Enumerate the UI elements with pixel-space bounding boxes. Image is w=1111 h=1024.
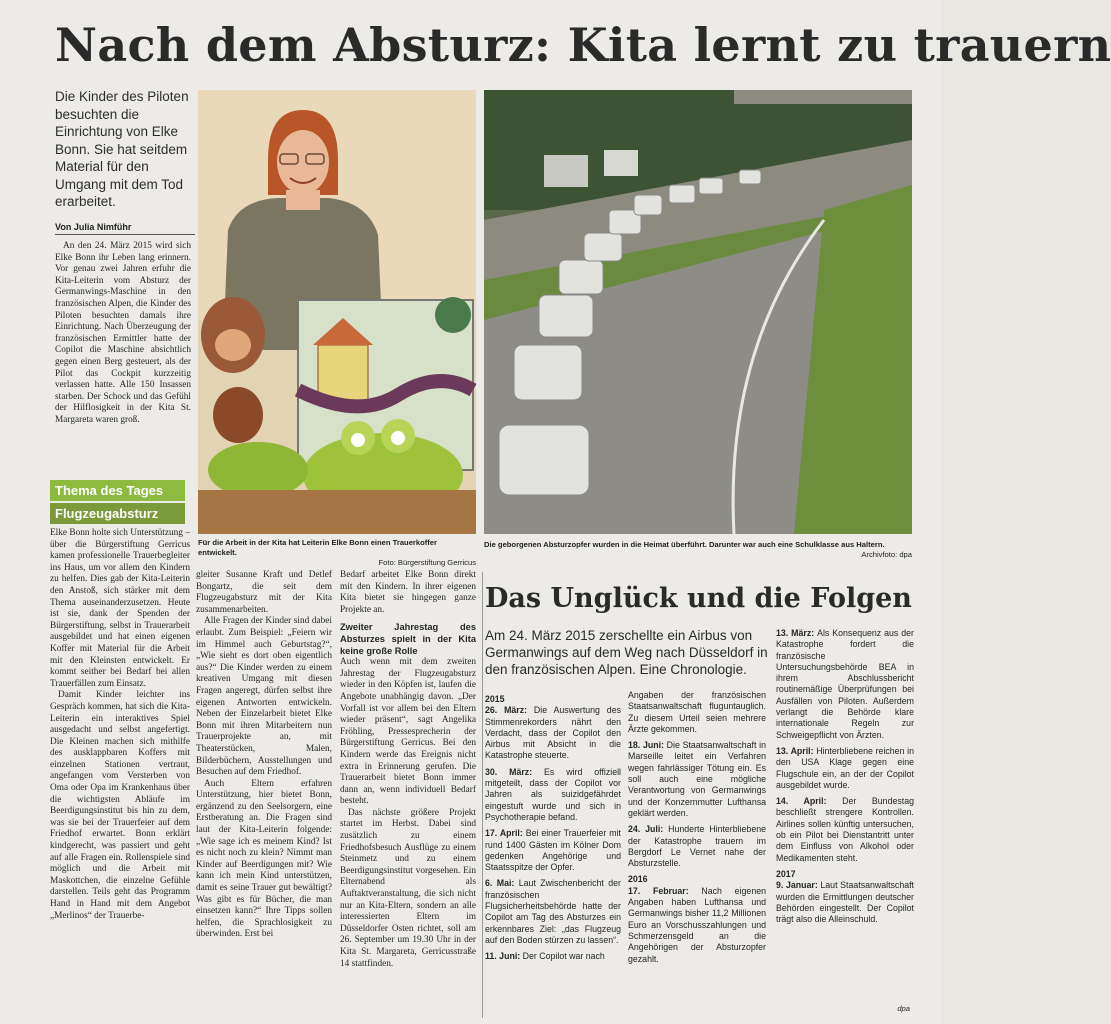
chronology-date: 13. April:	[776, 745, 817, 756]
chronology-date: 17. Februar:	[628, 885, 702, 896]
paragraph: Damit Kinder leichter ins Gespräch kommen, hat sich die Kita-Leiterin ein interaktives Spiel ausgedacht und selbst angefertigt. Die Kleinen machen sich mithilfe des ausklappbaren Koffers mit einzelnen Stationen vertraut, angefangen vom Versterben von Oma oder Opa im Krankenhaus über die wichtigsten Abläufe im Beerdigungsinstitut bis hin zu dem, was sie bei der Trauerfeier auf dem Friedhof erwartet. Bonn erklärt kindgerecht, was passiert und geht auf alle Fragen ein. Rollenspiele sind möglich und die Arbeit mit Maskottchen, die einzelne Gefühle darstellen. Teils geht das Programm Hand in Hand mit dem Angebot „Merlinos“ der Trauerbe-	[50, 690, 190, 921]
chronology-credit: dpa	[897, 1004, 910, 1013]
photo2-caption: Die geborgenen Absturzopfer wurden in die Heimat überführt. Darunter war auch eine Schulklasse aus Haltern.	[484, 540, 885, 549]
article-column-1b	[50, 528, 190, 1018]
paragraph: Alle Fragen der Kinder sind dabei erlaubt. Zum Beispiel: „Feiern wir im Himmel auch Geburtstag?“, „Wie sieht es dort oben eigentlich aus?“ Die Kinder werden zu einem kreativen Umgang mit diesen Fragen angeregt, dürfen selbst ihre eigenen Antworten entwickeln. Neben der Einzelarbeit bietet Elke Bonn mit ihren Mitarbeitern nun Trauerprojekte an, mit Theaterstücken, Malen, Bilderbüchern, Ausstellungen und Besuchen auf dem Friedhof.	[196, 616, 332, 778]
chronology-entry	[628, 740, 766, 819]
chronology-entry	[485, 767, 621, 823]
paragraph: Auch Eltern erfahren Unterstützung, hier bietet Bonn, ergänzend zu den Seelsorgern, eine Erstberatung an. Die Fragen sind laut der Kita-Leiterin folgende: „Wie sage ich es meinem Kind? Ist es nicht noch zu klein? Nimmt man Kinder auf Beerdigungen mit? Wie kann ich mein Kind unterstützen, damit es seine Trauer gut bewältigt? Was gibt es für Bücher, die man einsetzen kann?“ Ihre Tipps sollen helfen, die Sprachlosigkeit zu überwinden. Erst bei	[196, 778, 332, 940]
chronology-text: Der Bundestag beschließt strengere Kontrollen. Airlines sollen künftig untersuchen, ob ein Pilot bei Dienstantritt unter dem Einfluss von Alkohol oder Medikamenten steht.	[776, 796, 914, 863]
intro-text: Die Kinder des Piloten besuchten die Einrichtung von Elke Bonn. Sie hat seitdem Material für den Umgang mit dem Tod erarbeitet.	[55, 89, 189, 209]
kita-director-photo	[198, 90, 476, 534]
chronology-text: Als Konsequenz aus der Katastrophe fordert die französische Untersuchungsbehörde BEA in ihrem Abschlussbericht routinemäßige Überprüfungen bei Ausfällen von Piloten. Außerdem verlangt die Behörde klare internationale Regeln zur Schweigepflicht von Ärzten.	[776, 628, 914, 740]
paragraph: Elke Bonn holte sich Unterstützung – über die Bürgerstiftung Gerricus kamen professionelle Trauerbegleiter ins Haus, um vor allem den Kindern zu helfen. Dies gab der Kita-Leiterin den Anstoß, sich stärker mit dem Thema auseinanderzusetzen. Heute ist sie, dank der Spenden der Bürgerstiftung, selbst in Trauerarbeit ausgebildet und hat einen eigenen Koffer mit Material für die Arbeit mit den Kleinsten entwickelt. Er kommt seither bei Bedarf bei allen Trauerfällen zum Einsatz.	[50, 528, 190, 689]
chronology-entry	[628, 886, 766, 965]
article-column-2	[196, 570, 332, 1020]
chronology-entry	[485, 828, 621, 873]
paragraph: Das nächste größere Projekt startet im Herbst. Dabei sind zusätzlich zu einem Friedhofsbesuch Ausflüge zu einem Steinmetz und zu einem Beerdigungsinstitut vorgesehen. Ein Elternabend als Auftaktveranstaltung, die sich nicht nur an Kita-Eltern, sondern an alle interessierten Eltern im Düsseldorfer Osten richtet, soll am 26. September um 19.30 Uhr in der Kita St. Margareta, Gerricusstraße 14 stattfinden.	[340, 807, 476, 969]
chronology-entry	[776, 796, 914, 864]
chronology-entry	[776, 628, 914, 741]
chronology-text: Die Staatsanwaltschaft in Marseille leitet ein Verfahren wegen fahrlässiger Tötung ein. Es soll auch eine mögliche Verantwortung von Germanwings und der Konzernmutter Lufthansa geklärt werden.	[628, 740, 766, 818]
chronology-entry	[628, 824, 766, 869]
chronology-date: 30. März:	[485, 766, 545, 777]
kita-photo-illustration	[198, 90, 476, 534]
chronology-text: Es wird offiziell mitgeteilt, dass der Copilot vor Jahren als suizidgefährdet eingestuft wurde und sich in Psychotherapie befand.	[485, 766, 622, 822]
article-column-1	[55, 241, 191, 477]
convoy-photo-illustration	[484, 90, 912, 534]
chronology-entry	[776, 880, 914, 925]
chronology-text: Bei einer Trauerfeier mit rund 1400 Gästen im Kölner Dom gedenken Angehörige und Staatsspitze der Opfer.	[485, 828, 621, 873]
chronology-date: 24. Juli:	[628, 824, 669, 835]
article-column-3	[340, 570, 476, 1020]
chronology-entry	[485, 705, 621, 761]
chronology-date: 14. April:	[776, 796, 843, 807]
photo2-credit: Archivfoto: dpa	[861, 550, 912, 559]
photo1-caption: Für die Arbeit in der Kita hat Leiterin Elke Bonn einen Trauerkoffer entwickelt.	[198, 538, 437, 557]
subheading: Zweiter Jahrestag des Absturzes spielt in der Kita keine große Rolle	[340, 622, 476, 656]
paragraph: gleiter Susanne Kraft und Detlef Bongartz, die seit dem Flugzeugabsturz mit der Kita zusammenarbeiten.	[196, 570, 332, 615]
chronology-entry	[628, 690, 766, 735]
chronology-date: 9. Januar:	[776, 880, 821, 891]
photo1-credit: Foto: Bürgerstiftung Gerricus	[378, 558, 476, 567]
chronology-text: Hinterbliebene reichen in den USA Klage gegen eine Flugschule ein, an der der Copilot ausgebildet wurde.	[776, 745, 914, 790]
paragraph: Bedarf arbeitet Elke Bonn direkt mit den Kindern. In ihrer eigenen Kita bietet sie hingegen ganze Projekte an.	[340, 570, 476, 615]
topic-tag-secondary: Flugzeugabsturz	[50, 503, 185, 524]
chronology-year: 2017	[776, 868, 796, 879]
paragraph: An den 24. März 2015 wird sich Elke Bonn ihr Leben lang erinnern. Vor genau zwei Jahren erfuhr die Kita-Leiterin vom Absturz der Germanwings-Maschine in den französischen Alpen, die Kinder des Piloten besuchten damals ihre Einrichtung. Nach Überzeugung der französischen Ermittler hatte der Copilot die Maschine absichtlich gegen einen Berg gesteuert, als der Pilot das Cockpit kurzzeitig verlassen hatte. Alle 150 Insassen starben. Der Schock und das Gefühl der Hilflosigkeit in der Kita St. Margareta waren groß.	[55, 241, 191, 425]
chronology-column-2	[628, 690, 766, 1020]
chronology-date: 11. Juni:	[485, 951, 523, 962]
chronology-text: Die Auswertung des Stimmenrekorders nährt den Verdacht, dass der Copilot den Airbus mit Absicht in die Katastrophe steuerte.	[485, 705, 621, 761]
chronology-date: 18. Juni:	[628, 740, 667, 751]
chronology-text: Angaben der französischen Staatsanwaltschaft fluguntauglich. Zu diesem Urteil seien mehrere Ärzte gekommen.	[628, 690, 766, 734]
chronology-text: Der Copilot war nach	[522, 951, 605, 962]
photo1-caption-block	[198, 538, 476, 568]
chronology-entry	[485, 951, 621, 962]
chronology-text: Laut Zwischenbericht der französischen Flugsicherheitsbehörde hatte der Copilot am Tag des Absturzes ein erkennbares Ziel: „das Flugzeug auf den Boden stürzen zu lassen“.	[485, 878, 621, 945]
column-divider	[482, 572, 483, 1018]
chronology-text: Hunderte Hinterbliebene der Katastrophe trauern im Bergdorf Le Vernet nahe der Absturzstelle.	[628, 824, 766, 869]
chronology-year: 2016	[628, 874, 648, 885]
chronology-date: 17. April:	[485, 828, 526, 839]
chronology-headline: Das Unglück und die Folgen	[485, 583, 912, 614]
chronology-entry	[776, 746, 914, 791]
chronology-column-3	[776, 628, 914, 1008]
chronology-entry	[485, 878, 621, 946]
chronology-column-1	[485, 690, 621, 1020]
chronology-text: Laut Staatsanwaltschaft wurden die Ermittlungen deutscher Behörden eingestellt. Der Copilot trägt also die Alleinschuld.	[776, 880, 914, 925]
chronology-date: 6. Mai:	[485, 878, 519, 889]
topic-tag-primary: Thema des Tages	[50, 480, 185, 501]
chronology-text: Nach eigenen Angaben haben Lufthansa und Germanwings bisher 11,2 Millionen Euro an Vorschusszahlungen und Schmerzensgeld an die Angehörigen der Absturzopfer gezahlt.	[628, 885, 766, 964]
chronology-lead: Am 24. März 2015 zerschellte ein Airbus von Germanwings auf dem Weg nach Düsseldorf in den französischen Alpen. Eine Chronologie.	[485, 628, 768, 677]
chronology-year: 2015	[485, 694, 505, 704]
headline: Nach dem Absturz: Kita lernt zu trauern	[55, 18, 1111, 72]
photo2-caption-block	[484, 540, 912, 560]
chronology-date: 26. März:	[485, 705, 534, 716]
chronology-date: 13. März:	[776, 628, 818, 638]
convoy-photo	[484, 90, 912, 534]
byline: Von Julia Nimführ	[55, 222, 195, 235]
paragraph: Auch wenn mit dem zweiten Jahrestag der Flugzeugabsturz wieder in den Köpfen ist, laufen die Angebote unabhängig davon. „Der Vorfall ist vor allem bei den Eltern wieder präsent“, sagt Angelika Fröhling, Pressesprecherin der Bürgerstiftung Gerricus. Bei den Kindern werde das Ereignis nicht extra in Erinnerung gerufen. Die Trauerarbeit bietet Bonn immer dann an, wenn individuell Bedarf besteht.	[340, 657, 476, 807]
